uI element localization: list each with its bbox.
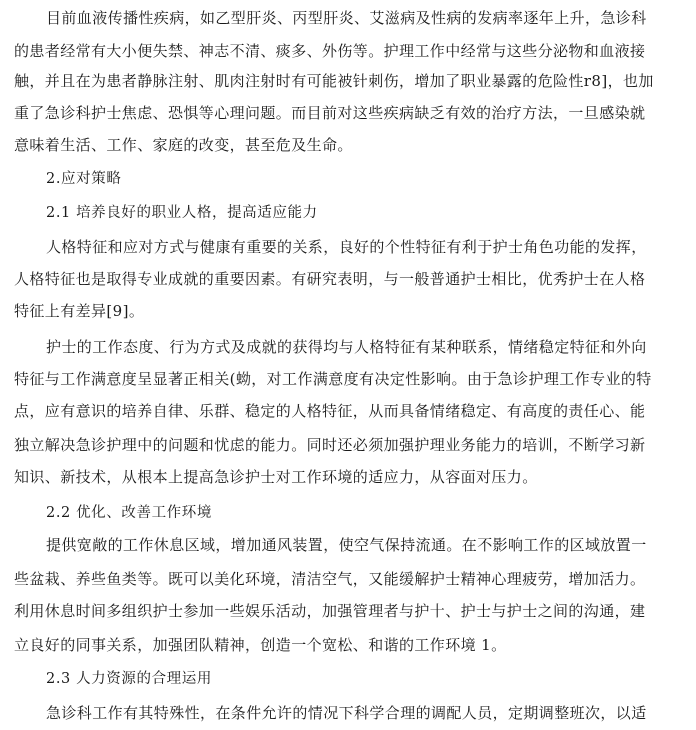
paragraph-line: 立良好的同事关系，加强团队精神，创造一个宽松、和谐的工作环境 1。 [14, 636, 507, 654]
subsection-heading: 2.1 培养良好的职业人格，提高适应能力 [46, 205, 318, 221]
paragraph-line: 特征与工作满意度呈显著正相关(蚴，对工作满意度有决定性影响。由于急诊护理工作专业的特 [14, 370, 652, 388]
paragraph-line: 些盆栽、养些鱼类等。既可以美化环境，清洁空气，又能缓解护士精神心理疲劳，增加活力。 [14, 570, 646, 588]
paragraph-line: 独立解决急诊护理中的问题和忧虑的能力。同时还必须加强护理业务能力的培训，不断学习新 [14, 436, 646, 454]
paragraph-line: 触，并且在为患者静脉注射、肌肉注射时有可能被针刺伤，增加了职业暴露的危险性r8]，也加 [14, 72, 654, 90]
paragraph-line: 目前血液传播性疾病，如乙型肝炎、丙型肝炎、艾滋病及性病的发病率逐年上升，急诊科 [46, 9, 647, 27]
subsection-heading: 2.2 优化、改善工作环境 [46, 505, 212, 521]
paragraph-line: 提供宽敞的工作休息区域，增加通风装置，使空气保持流通。在不影响工作的区域放置一 [46, 536, 647, 554]
paragraph-line: 知识、新技术，从根本上提高急诊护士对工作环境的适应力，从容面对压力。 [14, 468, 538, 486]
subsection-heading: 2.3 人力资源的合理运用 [46, 671, 212, 687]
paragraph-line: 意味着生活、工作、家庭的改变，甚至危及生命。 [14, 136, 353, 154]
paragraph-line: 人格特征和应对方式与健康有重要的关系，良好的个性特征有利于护士角色功能的发挥， [46, 238, 647, 256]
paragraph-line: 人格特征也是取得专业成就的重要因素。有研究表明，与一般普通护士相比，优秀护士在人格 [14, 270, 646, 288]
paragraph-line: 利用休息时间多组织护士参加一些娱乐活动，加强管理者与护十、护士与护士之间的沟通，建 [14, 602, 646, 620]
paragraph-line: 特征上有差异[9]。 [14, 302, 145, 320]
paragraph-line: 急诊科工作有其特殊性，在条件允许的情况下科学合理的调配人员，定期调整班次，以适 [46, 704, 647, 722]
paragraph-line: 点，应有意识的培养自律、乐群、稳定的人格特征，从而具备情绪稳定、有高度的责任心、能 [14, 402, 646, 420]
paragraph-line: 重了急诊科护士焦虑、恐惧等心理问题。而目前对这些疾病缺乏有效的治疗方法，一旦感染就 [14, 104, 646, 122]
paragraph-line: 的患者经常有大小便失禁、神志不清、痰多、外伤等。护理工作中经常与这些分泌物和血液接 [14, 42, 646, 60]
section-heading: 2.应对策略 [46, 171, 122, 187]
paragraph-line: 护士的工作态度、行为方式及成就的获得均与人格特征有某种联系，情绪稳定特征和外向 [46, 338, 647, 356]
